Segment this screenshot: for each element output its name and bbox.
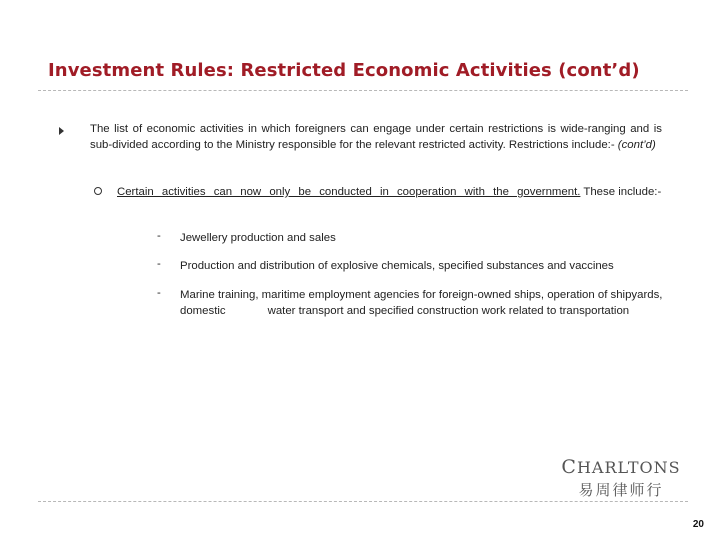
charltons-logo-chinese: 易周律师行 <box>578 481 664 499</box>
title-divider <box>38 90 688 91</box>
circle-bullet-icon <box>94 187 102 195</box>
charltons-logo <box>560 456 682 478</box>
sub-point-underlined: Certain activities can now only be conducted in cooperation with the government. <box>117 186 581 198</box>
list-item-marker: - <box>157 230 161 242</box>
triangle-bullet-icon <box>59 127 64 135</box>
list-item: Jewellery production and sales <box>180 232 336 244</box>
list-item: Production and distribution of explosive chemicals, specified substances and vaccines <box>180 260 614 272</box>
intro-paragraph-text: The list of economic activities in which foreigners can engage under certain restrictions is wide-ranging and is sub-divided according to the Ministry responsible for the relevant restricted activity. Restrictions include:- <box>90 123 662 151</box>
intro-paragraph <box>90 121 662 153</box>
sub-point <box>117 184 662 201</box>
list-item-marker: - <box>157 287 161 299</box>
page-number: 20 <box>692 519 704 530</box>
slide-title: Investment Rules: Restricted Economic Activities (cont’d) <box>48 60 640 81</box>
logo-rest-letters: HARLTONS <box>576 458 681 477</box>
list-item-text-part1: Marine training, maritime employment agencies for foreign-owned ships, operation of shipyards, domestic <box>180 289 663 317</box>
sub-point-rest: These include:- <box>583 186 662 198</box>
logo-first-letter: C <box>561 456 577 478</box>
list-item-text-part2: water transport and specified construction work related to transportation <box>267 305 630 317</box>
list-item-marker: - <box>157 258 161 270</box>
list-item <box>180 287 670 319</box>
intro-paragraph-suffix: (cont’d) <box>617 139 656 151</box>
footer-divider <box>38 501 688 502</box>
